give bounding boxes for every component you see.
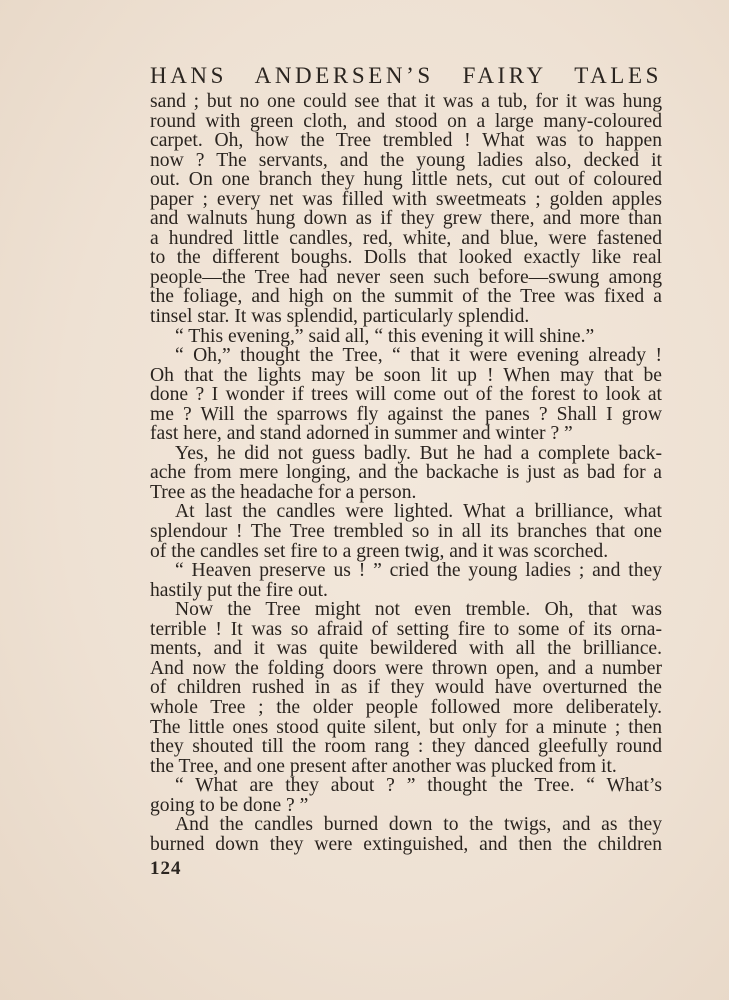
text-line: of children rushed in as if they would have overturned the: [150, 677, 662, 699]
text-line: sand ; but no one could see that it was a tub, for it was hung: [150, 91, 662, 112]
text-line: of the candles set fire to a green twig, and it was scorched.: [150, 540, 609, 562]
text-line: And now the folding doors were thrown open, and a number: [150, 657, 662, 679]
text-line: Now the Tree might not even tremble. Oh, that was: [175, 599, 662, 621]
text-line: “ Heaven preserve us ! ” cried the young ladies ; and they: [175, 560, 662, 582]
text-line: the Tree, and one present after another was plucked from it.: [150, 755, 617, 777]
text-line: hastily put the fire out.: [150, 579, 328, 601]
text-line: tinsel star. It was splendid, particularly splendid.: [150, 306, 530, 328]
text-line: The little ones stood quite silent, but only for a minute ; then: [150, 716, 662, 738]
text-line: Tree as the headache for a person.: [150, 481, 417, 503]
text-line: done ? I wonder if trees will come out of the forest to look at: [150, 384, 662, 406]
text-line: “ This evening,” said all, “ this evening it will shine.”: [175, 325, 595, 347]
text-line: ments, and it was quite bewildered with all the brilliance.: [150, 638, 662, 660]
text-line: splendour ! The Tree trembled so in all its branches that one: [150, 521, 662, 543]
text-line: whole Tree ; the older people followed more deliberately.: [150, 696, 662, 718]
body-text: [150, 92, 662, 854]
text-line: they shouted till the room rang : they danced gleefully round: [150, 736, 662, 758]
text-line: At last the candles were lighted. What a brilliance, what: [175, 501, 662, 523]
text-line: people—the Tree had never seen such before—swung among: [150, 266, 662, 288]
book-page: [150, 62, 662, 854]
running-head: HANS ANDERSEN’S FAIRY TALES: [150, 63, 662, 88]
text-line: fast here, and stand adorned in summer and winter ? ”: [150, 423, 573, 445]
text-line: to the different boughs. Dolls that looked exactly like real: [150, 247, 662, 269]
text-line: carpet. Oh, how the Tree trembled ! What was to happen: [150, 130, 662, 152]
text-line: now ? The servants, and the young ladies also, decked it: [150, 149, 662, 171]
text-line: ache from mere longing, and the backache is just as bad for a: [150, 462, 662, 484]
text-line: terrible ! It was so afraid of setting fire to some of its orna-: [150, 618, 662, 640]
text-line: paper ; every net was filled with sweetmeats ; golden apples: [150, 188, 662, 210]
text-line: me ? Will the sparrows fly against the panes ? Shall I grow: [150, 403, 662, 425]
text-line: a hundred little candles, red, white, and blue, were fastened: [150, 227, 662, 249]
text-line: “ What are they about ? ” thought the Tree. “ What’s: [175, 775, 662, 797]
text-line: And the candles burned down to the twigs, and as they: [175, 814, 662, 836]
text-line: Yes, he did not guess badly. But he had a complete back-: [175, 442, 662, 464]
text-line: out. On one branch they hung little nets, cut out of coloured: [150, 169, 662, 191]
text-line: round with green cloth, and stood on a large many-coloured: [150, 110, 662, 132]
text-line: going to be done ? ”: [150, 794, 309, 816]
text-line: burned down they were extinguished, and then the children: [150, 833, 662, 855]
page-number: 124: [150, 858, 182, 879]
text-line: “ Oh,” thought the Tree, “ that it were evening already !: [175, 345, 662, 367]
text-line: Oh that the lights may be soon lit up ! When may that be: [150, 364, 662, 386]
text-line: and walnuts hung down as if they grew there, and more than: [150, 208, 662, 230]
text-line: the foliage, and high on the summit of the Tree was fixed a: [150, 286, 662, 308]
